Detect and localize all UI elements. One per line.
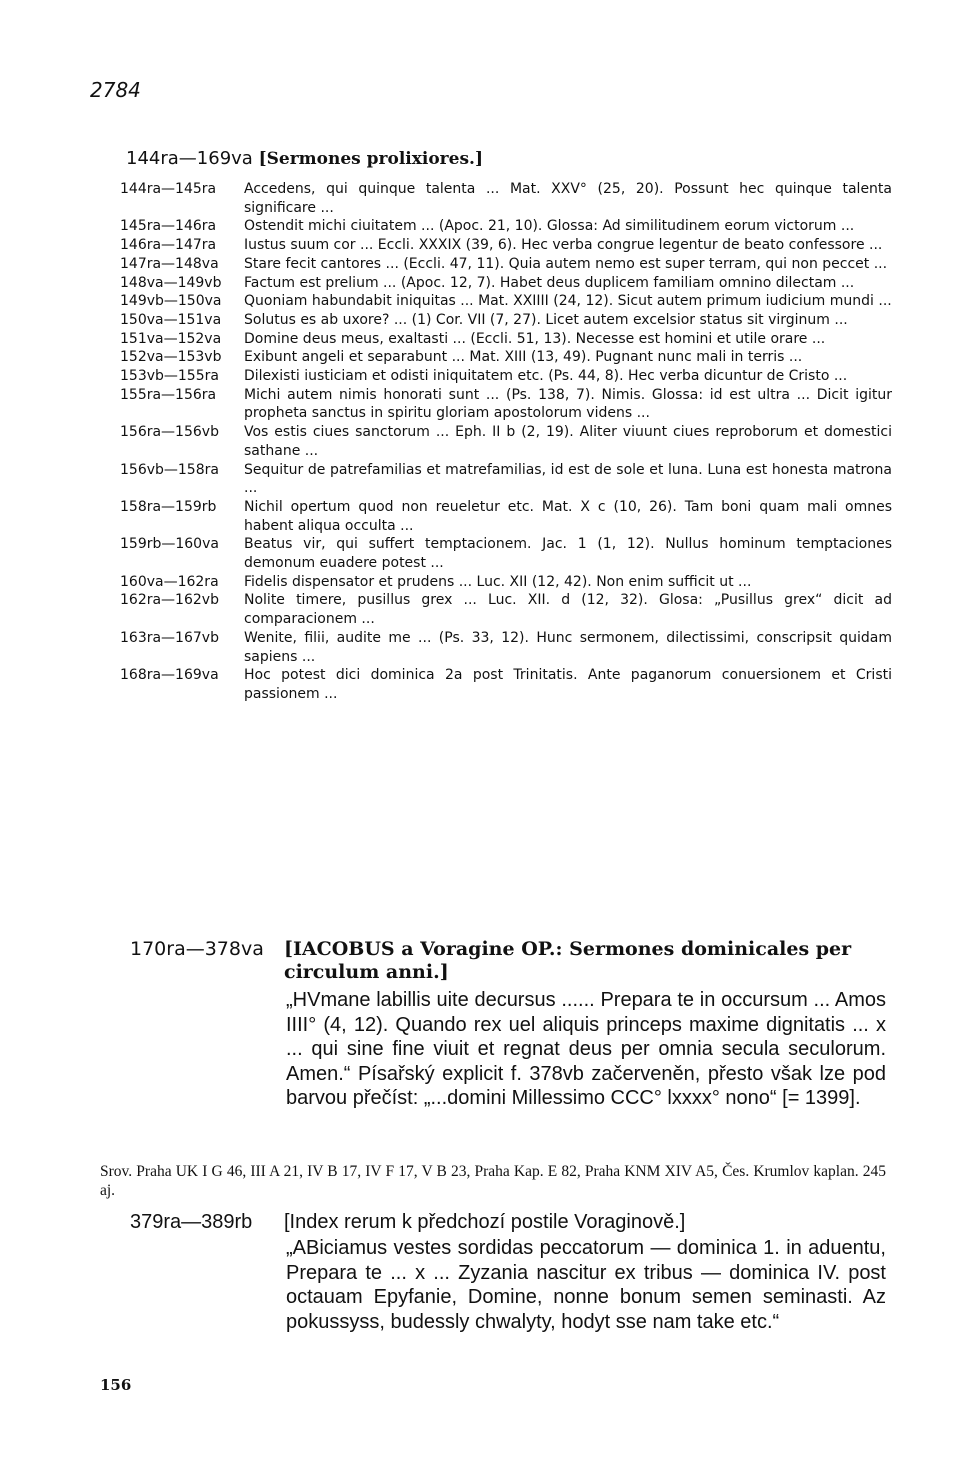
catalog-entry bbox=[120, 274, 892, 293]
index-section-title: [Index rerum k předchozí postile Voraginově.] bbox=[284, 1211, 686, 1233]
catalog-entry bbox=[120, 423, 892, 460]
entry-text: Solutus es ab uxore? ... (1) Cor. VII (7, 27). Licet autem excelsior status sit virginum ... bbox=[244, 311, 848, 328]
entry-text: Fidelis dispensator et prudens ... Luc. XII (12, 42). Non enim sufficit ut ... bbox=[244, 573, 752, 590]
catalog-entry bbox=[120, 629, 892, 666]
entry-folio-range: 160va—162ra bbox=[120, 573, 219, 590]
folio-number: 156 bbox=[100, 1376, 132, 1394]
entry-folio-range: 148va—149vb bbox=[120, 274, 222, 291]
entry-text: Vos estis ciues sanctorum ... Eph. II b (2, 19). Aliter viuunt ciues reproborum et domestici sathane ... bbox=[244, 424, 892, 459]
cross-reference: Srov. Praha UK I G 46, III A 21, IV B 17, IV F 17, V B 23, Praha Kap. E 82, Praha KNM XIV A5, Čes. Krumlov kaplan. 245 aj. bbox=[100, 1163, 886, 1199]
entry-text: Hoc potest dici dominica 2a post Trinitatis. Ante paganorum conuersionem et Cristi passionem ... bbox=[244, 667, 892, 702]
entry-text: Exibunt angeli et separabunt ... Mat. XIII (13, 49). Pugnant nunc mali in terris ... bbox=[244, 349, 803, 366]
main-section-title: [IACOBUS a Voragine OP.: Sermones dominicales per circulum anni.] bbox=[284, 938, 852, 983]
entry-text: Factum est prelium ... (Apoc. 12, 7). Habet deus duplicem familiam omnino dilectam ... bbox=[244, 274, 855, 291]
entry-text: Nichil opertum quod non reueletur etc. Mat. X c (10, 26). Tam boni quam mali omnes habent aliqua occulta ... bbox=[244, 498, 892, 534]
entry-folio-range: 146ra—147ra bbox=[120, 237, 217, 254]
entry-folio-range: 155ra—156ra bbox=[120, 386, 217, 403]
entry-folio-range: 168ra—169va bbox=[120, 667, 219, 684]
catalog-entry bbox=[120, 591, 892, 628]
entry-text: Stare fecit cantores ... (Eccli. 47, 11). Quia autem nemo est super terram, qui non peccet ... bbox=[244, 255, 888, 272]
entry-folio-range: 152va—153vb bbox=[120, 349, 222, 366]
entry-folio-range: 144ra—145ra bbox=[120, 181, 217, 197]
catalog-entry bbox=[120, 461, 892, 498]
entry-folio-range: 151va—152va bbox=[120, 330, 222, 347]
catalog-entry bbox=[120, 255, 892, 274]
entry-folio-range: 159rb—160va bbox=[120, 536, 219, 553]
entry-folio-range: 163ra—167vb bbox=[120, 629, 219, 646]
entry-folio-range: 158ra—159rb bbox=[120, 498, 217, 515]
main-section-ref: 170ra—378va bbox=[130, 938, 264, 960]
catalog-entry bbox=[120, 217, 892, 236]
sermon-entries bbox=[120, 180, 892, 704]
catalog-entry bbox=[120, 367, 892, 386]
catalog-entry bbox=[120, 535, 892, 572]
entry-text: Iustus suum cor ... Eccli. XXXIX (39, 6). Hec verba congrue legentur de beato confessore ... bbox=[244, 237, 883, 254]
main-section-incipit: „HVmane labillis uite decursus ...... Prepara te in occursum ... Amos IIII° (4, 12). Quando rex uel aliquis princeps maxime dignitatis ... x ... qui sine fine viuit et regnat deus per omnia secula seculorum. Amen.“ Písařský explicit f. 378vb začerveněn, přesto však lze pod barvou přečíst: „...domini Millessimo CCC° lxxxx° nono“ [= 1399]. bbox=[286, 989, 886, 1109]
page-number: 2784 bbox=[90, 78, 141, 102]
catalog-entry bbox=[120, 348, 892, 367]
entry-text: Nolite timere, pusillus grex ... Luc. XII. d (12, 32). Glosa: „Pusillus grex“ dicit ad comparacionem ... bbox=[244, 592, 892, 628]
entry-folio-range: 162ra—162vb bbox=[120, 592, 219, 609]
main-section-heading bbox=[130, 938, 890, 984]
catalog-entry bbox=[120, 573, 892, 592]
entry-folio-range: 147ra—148va bbox=[120, 255, 219, 272]
entry-text: Sequitur de patrefamilias et matrefamilias, id est de sole et luna. Luna est honesta matrona ... bbox=[244, 461, 892, 497]
catalog-entry bbox=[120, 666, 892, 703]
entry-folio-range: 149vb—150va bbox=[120, 293, 222, 310]
entry-folio-range: 156vb—158ra bbox=[120, 461, 219, 478]
entry-folio-range: 156ra—156vb bbox=[120, 424, 219, 441]
entry-text: Ostendit michi ciuitatem ... (Apoc. 21, 10). Glossa: Ad similitudinem eorum victorum ... bbox=[244, 218, 855, 235]
catalog-entry bbox=[120, 236, 892, 255]
entry-text: Accedens, qui quinque talenta ... Mat. XXV° (25, 20). Possunt hec quinque talenta significare ... bbox=[244, 181, 892, 216]
entry-text: Domine deus meus, exaltasti ... (Eccli. 51, 13). Necesse est homini et utile orare ... bbox=[244, 330, 826, 347]
entry-text: Dilexisti iusticiam et odisti iniquitatem etc. (Ps. 44, 8). Hec verba dicuntur de Cristo ... bbox=[244, 368, 848, 385]
entry-text: Wenite, filii, audite me ... (Ps. 33, 12). Hunc sermonem, dilectissimi, conscripsit quidam sapiens ... bbox=[244, 629, 892, 665]
entry-folio-range: 153vb—155ra bbox=[120, 368, 219, 385]
catalog-entry bbox=[120, 292, 892, 311]
section-heading bbox=[126, 148, 483, 169]
entry-text: Michi autem nimis honorati sunt ... (Ps. 138, 7). Nimis. Glossa: id est ultra ... Dicit igitur propheta sanctus in spiritu gloriam apostolorum videns ... bbox=[244, 386, 892, 422]
index-section-text: „ABiciamus vestes sordidas peccatorum — dominica 1. in aduentu, Prepara te ... x ... Zyzania nascitur ex tribus — dominica IV. post octauam Epyfanie, Domine, nonne bonum semen seminasti. Az pokussyss, budessly chwalyty, hodyt sse nam take etc.“ bbox=[286, 1237, 886, 1333]
catalog-entry bbox=[120, 330, 892, 349]
section-ref: 144ra—169va bbox=[126, 148, 253, 169]
entry-text: Quoniam habundabit iniquitas ... Mat. XXIIII (24, 12). Sicut autem primum iudicium mundi ... bbox=[244, 293, 892, 310]
section-title: [Sermones prolixiores.] bbox=[258, 149, 483, 169]
index-section-heading bbox=[130, 1210, 890, 1234]
catalog-entry bbox=[120, 180, 892, 217]
catalog-entry bbox=[120, 386, 892, 423]
catalog-entry bbox=[120, 498, 892, 535]
entry-folio-range: 145ra—146ra bbox=[120, 218, 217, 235]
catalog-entry bbox=[120, 311, 892, 330]
entry-folio-range: 150va—151va bbox=[120, 311, 222, 328]
index-section-ref: 379ra—389rb bbox=[130, 1211, 253, 1233]
entry-text: Beatus vir, qui suffert temptacionem. Jac. 1 (1, 12). Nullus hominum temptaciones demonum euadere potest ... bbox=[244, 536, 892, 572]
